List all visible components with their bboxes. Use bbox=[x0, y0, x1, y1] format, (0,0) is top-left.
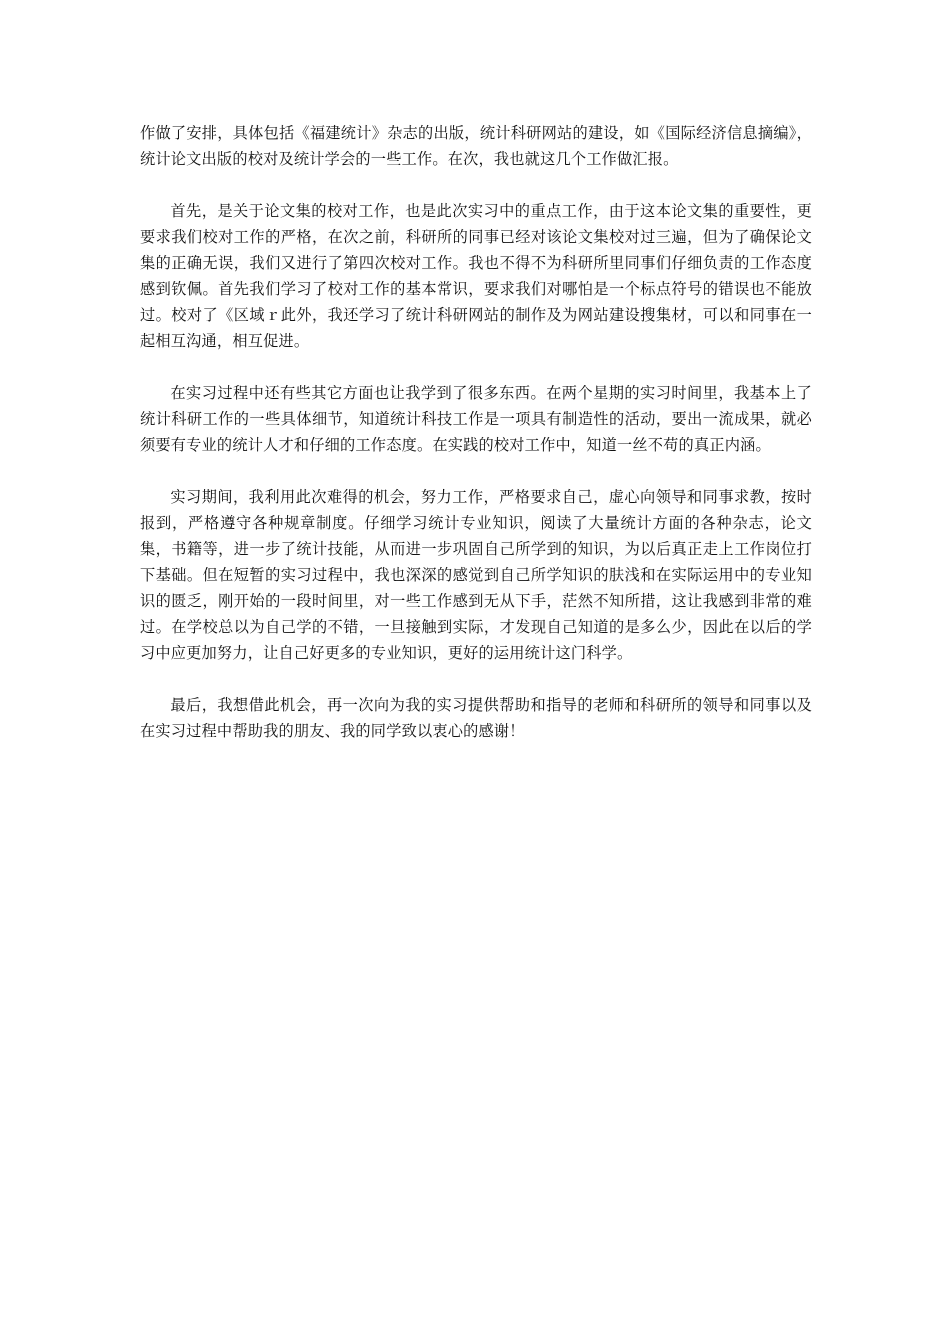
paragraph-learning: 在实习过程中还有些其它方面也让我学到了很多东西。在两个星期的实习时间里，我基本上了统计科研工作的一些具体细节，知道统计科技工作是一项具有制造性的活动，要出一流成果，就必须要有专业的统计人才和仔细的工作态度。在实践的校对工作中，知道一丝不苟的真正内涵。 bbox=[140, 384, 812, 454]
paragraph-continuation: 作做了安排，具体包括《福建统计》杂志的出版，统计科研网站的建设，如《国际经济信息摘编》，统计论文出版的校对及统计学会的一些工作。在次，我也就这几个工作做汇报。 bbox=[140, 124, 812, 168]
paragraph-proofreading: 首先，是关于论文集的校对工作，也是此次实习中的重点工作，由于这本论文集的重要性，更要求我们校对工作的严格，在次之前，科研所的同事已经对该论文集校对过三遍，但为了确保论文集的正确无误，我们又进行了第四次校对工作。我也不得不为科研所里同事们仔细负责的工作态度感到钦佩。首先我们学习了校对工作的基本常识，要求我们对哪怕是一个标点符号的错误也不能放过。校对了《区域ｒ此外，我还学习了统计科研网站的制作及为网站建设搜集材，可以和同事在一起相互沟通，相互促进。 bbox=[140, 202, 812, 350]
paragraph-thanks: 最后，我想借此机会，再一次向为我的实习提供帮助和指导的老师和科研所的领导和同事以及在实习过程中帮助我的朋友、我的同学致以衷心的感谢！ bbox=[140, 696, 812, 740]
paragraph-internship-period: 实习期间，我利用此次难得的机会，努力工作，严格要求自己，虚心向领导和同事求教，按时报到，严格遵守各种规章制度。仔细学习统计专业知识，阅读了大量统计方面的各种杂志，论文集，书籍等，进一步了统计技能，从而进一步巩固自己所学到的知识，为以后真正走上工作岗位打下基础。但在短暂的实习过程中，我也深深的感觉到自己所学知识的肤浅和在实际运用中的专业知识的匮乏，刚开始的一段时间里，对一些工作感到无从下手，茫然不知所措，这让我感到非常的难过。在学校总以为自己学的不错，一旦接触到实际，才发现自己知道的是多么少，因此在以后的学习中应更加努力，让自己好更多的专业知识，更好的运用统计这门科学。 bbox=[140, 488, 812, 662]
document-body bbox=[140, 120, 812, 770]
